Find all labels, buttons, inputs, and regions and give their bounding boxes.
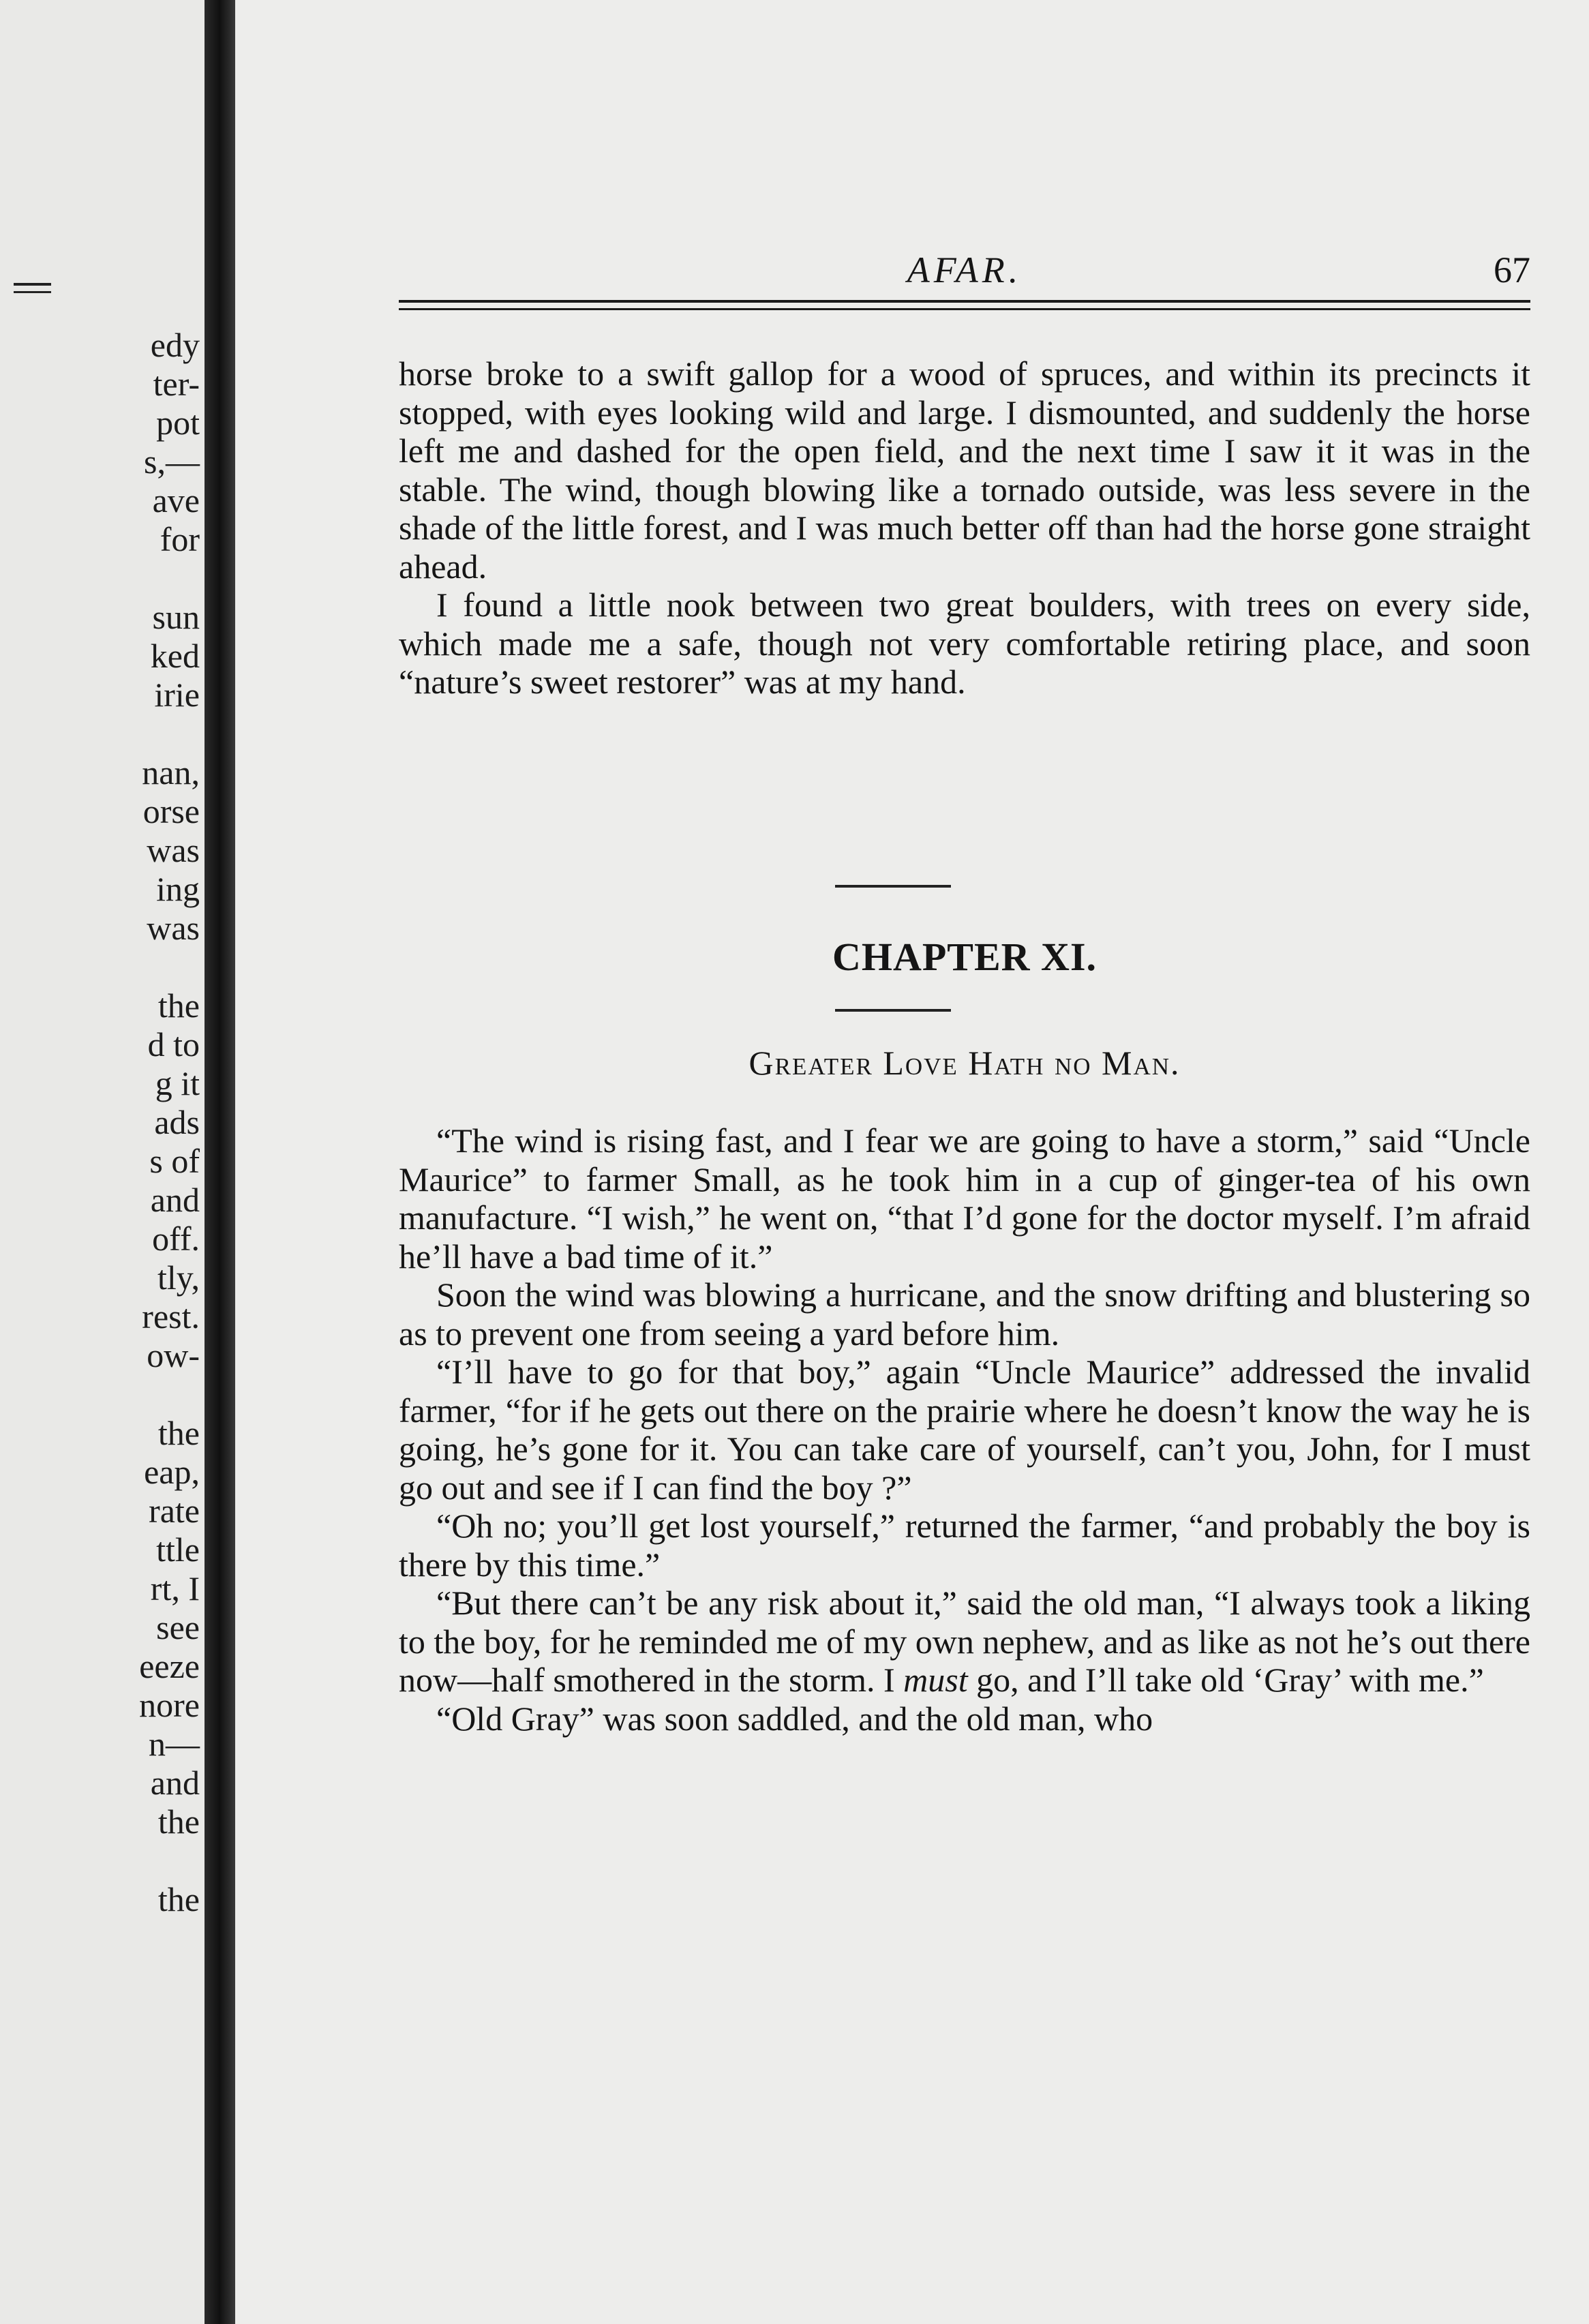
book-page <box>235 0 1589 2324</box>
paragraph: “I’ll have to go for that boy,” again “Uncle Maurice” addressed the invalid farmer, “for if he gets out there on the prairie where he doesn’t know the way he is going, he’s gone for it. You can take care of yourself, can’t you, John, for I must go out and see if I can find the boy ?” <box>399 1353 1530 1507</box>
facing-page-fragment: eap, <box>144 1453 200 1491</box>
facing-page-fragment: g it <box>155 1064 200 1102</box>
facing-page-fragment: the <box>157 1414 200 1452</box>
facing-page-fragment: n— <box>149 1725 200 1763</box>
facing-page-fragment: the <box>157 1802 200 1841</box>
facing-page-fragment: ave <box>152 481 200 519</box>
facing-page-fragment <box>5 714 200 753</box>
page-number: 67 <box>1494 250 1530 290</box>
facing-page-fragment: rt, I <box>150 1569 200 1608</box>
facing-page-fragment: and <box>150 1764 200 1802</box>
paragraph <box>399 1584 1530 1700</box>
facing-page-fragment: edy <box>150 326 200 364</box>
facing-page-fragment: eeze <box>139 1647 200 1685</box>
paragraph: “The wind is rising fast, and I fear we are going to have a storm,” said “Uncle Maurice” to farmer Small, as he took him in a cup of ginger-tea of his own manufacture. “I wish,” he went on, “that I’d gone for the doctor myself. I’m afraid he’ll have a bad time of it.” <box>399 1121 1530 1276</box>
paragraph: “Oh no; you’ll get lost yourself,” returned the farmer, “and probably the boy is there by this time.” <box>399 1507 1530 1584</box>
facing-page-fragment: nan, <box>142 753 200 791</box>
chapter-body <box>399 1121 1530 1738</box>
facing-page-fragment: ing <box>156 870 200 908</box>
facing-page-fragment <box>5 948 200 986</box>
emphasis: must <box>903 1661 968 1699</box>
facing-page-fragment: off. <box>152 1220 200 1258</box>
facing-page-fragment: the <box>157 1880 200 1918</box>
book-gutter <box>205 0 235 2324</box>
facing-page-fragment: rest. <box>142 1297 200 1335</box>
facing-page-fragment: was <box>147 831 200 869</box>
facing-page-fragment: tly, <box>157 1258 200 1297</box>
facing-page-fragment: orse <box>142 792 200 830</box>
header-rule <box>399 300 1530 310</box>
page-header <box>399 249 1530 303</box>
section-divider <box>835 885 951 888</box>
facing-page-fragment: s,— <box>144 442 200 481</box>
paragraph: I found a little nook between two great boulders, with trees on every side, which made me a safe, though not very comfortable retiring place, and soon “nature’s sweet restorer” was at my hand. <box>399 586 1530 701</box>
facing-page-fragment: rate <box>149 1492 200 1530</box>
paragraph: horse broke to a swift gallop for a wood of spruces, and within its precincts it stopped, with eyes looking wild and large. I dismounted, and suddenly the horse left me and dashed for the open field, and the next time I saw it it was in the stable. The wind, though blowing like a tornado outside, was less severe in the shade of the little forest, and I was much better off than had the horse gone straight ahead. <box>399 354 1530 586</box>
paragraph: “Old Gray” was soon saddled, and the old man, who <box>436 1699 1153 1738</box>
running-title: AFAR. <box>907 250 1023 290</box>
facing-page-fragment: ow- <box>147 1336 200 1374</box>
text-block-before-chapter <box>399 354 1530 701</box>
paragraph-text: “But there can’t be any risk about it,” said the old man, “I always took a liking to the boy, for he reminded me of my own nephew, and as like as not he’s out there now—half smothered in the storm. I <box>399 1584 1530 1699</box>
facing-page-fragment: sun <box>152 598 200 636</box>
facing-page-fragment: was <box>147 909 200 947</box>
chapter-heading: CHAPTER XI. <box>832 935 1098 979</box>
facing-page-fragment: ked <box>150 637 200 675</box>
facing-page-fragment: for <box>160 520 200 558</box>
facing-page <box>0 0 205 2324</box>
facing-page-fragment: and <box>150 1181 200 1219</box>
facing-page-fragment <box>5 559 200 598</box>
facing-page-fragment <box>5 1375 200 1414</box>
facing-page-fragment: ttle <box>156 1530 200 1569</box>
facing-page-header-rule <box>14 283 51 293</box>
paragraph: Soon the wind was blowing a hurricane, and the snow drifting and blustering so as to prevent one from seeing a yard before him. <box>399 1276 1530 1353</box>
facing-page-text-fragments <box>5 326 200 1919</box>
facing-page-fragment: s of <box>149 1142 200 1180</box>
facing-page-fragment: nore <box>139 1686 200 1724</box>
facing-page-fragment: ter- <box>153 365 200 403</box>
facing-page-fragment: pot <box>156 404 200 442</box>
facing-page-fragment: ads <box>154 1103 200 1141</box>
facing-page-fragment: the <box>157 986 200 1025</box>
facing-page-fragment: see <box>156 1608 200 1646</box>
facing-page-fragment: irie <box>154 676 200 714</box>
paragraph-text: go, and I’ll take old ‘Gray’ with me.” <box>967 1661 1484 1699</box>
facing-page-fragment: d to <box>147 1025 200 1063</box>
chapter-divider <box>835 1009 951 1012</box>
facing-page-fragment <box>5 1841 200 1880</box>
chapter-title: Greater Love Hath no Man. <box>748 1044 1181 1082</box>
